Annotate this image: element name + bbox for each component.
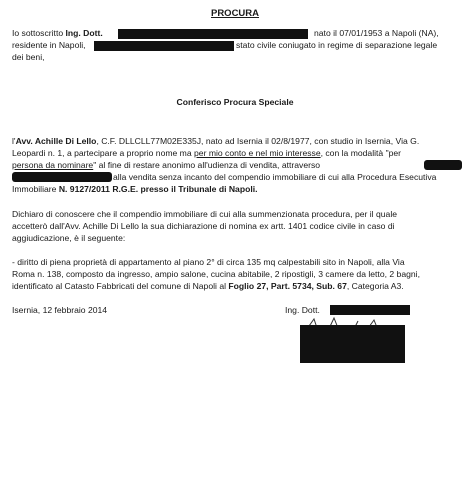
cadastral-reference: Foglio 27, Part. 5734, Sub. 67 (228, 281, 347, 291)
intro-line-3: dei beni, (12, 52, 45, 62)
mandate-text: Immobiliare (12, 184, 59, 194)
intro-text: Io sottoscritto (12, 28, 66, 38)
lawyer-name: Avv. Achille Di Lello (15, 136, 97, 146)
intro-birth: nato il 07/01/1953 a Napoli (NA), (314, 28, 439, 38)
mandate-line-2 (12, 148, 401, 159)
declaration-line-2: accetterò dall'Avv. Achille Di Lello la sua dichiarazione di nomina ex artt. 1401 codice civile in caso di (12, 221, 395, 231)
redacted-name (118, 29, 308, 39)
declaration-line-3: aggiudicazione, è il seguente: (12, 233, 126, 243)
mandate-text: l' (12, 136, 16, 146)
mandate-line-5 (12, 184, 258, 195)
signer-title: Ing. Dott. (285, 305, 320, 315)
redacted-address (94, 41, 234, 51)
mandate-line-4: alla vendita senza incanto del compendio immobiliare di cui alla Procedura Esecutiva (113, 172, 437, 182)
mandate-text: Leopardi n. 1, a partecipare a proprio nome ma (12, 148, 195, 158)
property-line-3 (12, 281, 404, 292)
mandate-text: " al fine di restare anonimo all'udienza di vendita, attraverso (93, 160, 321, 170)
mandate-text: , con la modalità "per (320, 148, 402, 158)
mandate-underlined: per mio conto e nel mio interesse (194, 148, 321, 158)
redacted-signer-name (330, 305, 410, 315)
intro-line-2a: residente in Napoli, (12, 40, 86, 50)
mandate-text: , C.F. DLLCLL77M02E335J, nato ad Isernia il 02/8/1977, con studio in Isernia, Via G. (96, 136, 420, 146)
redacted-signature (300, 325, 405, 363)
procedure-number: N. 9127/2011 R.G.E. presso il Tribunale di Napoli. (58, 184, 258, 194)
property-line-2: Roma n. 138, composto da ingresso, ampio salone, cucina abitabile, 2 ripostigli, 3 camere da letto, 2 bagni, (12, 269, 420, 279)
mandate-line-3 (12, 160, 320, 171)
section-heading: Conferisco Procura Speciale (176, 97, 294, 107)
intro-line-2b: stato civile coniugato in regime di separazione legale (236, 40, 438, 50)
redacted-scribble-left (12, 172, 112, 182)
mandate-underlined: persona da nominare (12, 160, 94, 170)
mandate-line-1 (12, 136, 419, 147)
property-text: , Categoria A3. (346, 281, 404, 291)
intro-line-1 (12, 28, 103, 39)
declaration-line-1: Dichiaro di conoscere che il compendio immobiliare di cui alla summenzionata procedura, per il quale (12, 209, 398, 219)
redacted-scribble-right (424, 160, 462, 170)
document-title: PROCURA (210, 8, 260, 19)
place-date: Isernia, 12 febbraio 2014 (12, 305, 108, 315)
property-text: identificato al Catasto Fabbricati del comune di Napoli al (12, 281, 229, 291)
property-line-1: - diritto di piena proprietà di appartamento al piano 2° di circa 135 mq calpestabili sito in Napoli, alla Via (12, 257, 405, 267)
intro-title: Ing. Dott. (65, 28, 103, 38)
